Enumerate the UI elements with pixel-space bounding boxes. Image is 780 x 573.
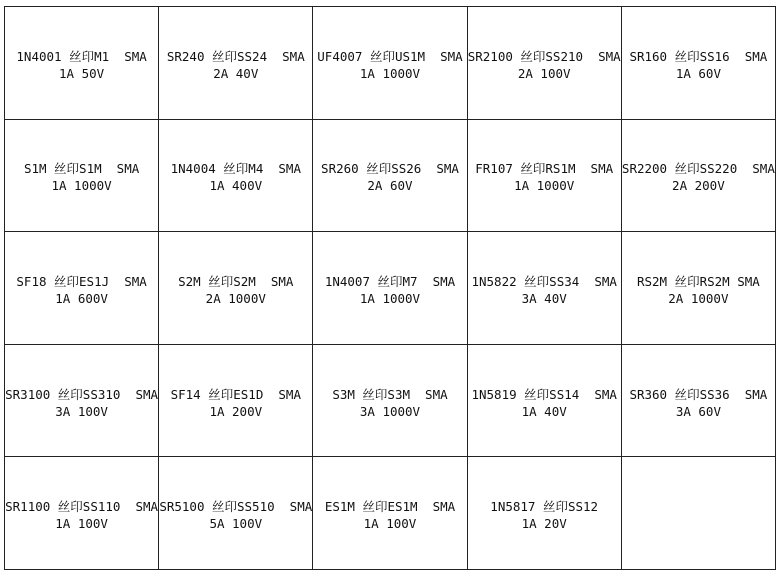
part-spec: 1N4001 丝印M1 SMA <box>16 48 147 64</box>
part-rating: 3A 1000V <box>359 403 421 419</box>
part-spec: SR260 丝印SS26 SMA <box>321 161 459 177</box>
table-cell <box>468 232 622 345</box>
part-rating: 2A 1000V <box>205 290 266 306</box>
part-spec: SR3100 丝印SS310 SMA <box>5 386 159 402</box>
diode-table <box>4 6 776 570</box>
table-cell <box>159 457 313 570</box>
part-rating: 2A 100V <box>517 65 571 81</box>
table-cell <box>313 457 467 570</box>
table-cell <box>313 232 467 345</box>
part-rating: 1A 600V <box>55 290 108 306</box>
part-rating: 1A 20V <box>521 516 567 532</box>
part-rating: 2A 60V <box>367 178 413 194</box>
part-spec: SF14 丝印ES1D SMA <box>170 386 301 402</box>
table-cell <box>159 7 313 120</box>
part-spec: SR1100 丝印SS110 SMA <box>5 499 159 515</box>
table-cell <box>468 7 622 120</box>
table-cell <box>5 457 159 570</box>
table-cell <box>622 232 776 345</box>
part-rating: 2A 200V <box>672 178 725 194</box>
part-spec: FR107 丝印RS1M SMA <box>475 161 614 177</box>
table-cell <box>5 345 159 458</box>
part-spec: 1N5817 丝印SS12 <box>490 499 599 515</box>
table-cell <box>622 120 776 233</box>
part-rating: 2A 40V <box>213 65 259 81</box>
part-spec: SR360 丝印SS36 SMA <box>629 386 768 402</box>
part-spec: SR2200 丝印SS220 SMA <box>621 161 775 177</box>
table-cell <box>622 7 776 120</box>
table-cell <box>468 120 622 233</box>
part-spec: 1N5819 丝印SS14 SMA <box>471 386 617 402</box>
part-rating: 1A 100V <box>55 516 108 532</box>
part-rating: 2A 1000V <box>668 290 729 306</box>
part-rating: 1A 50V <box>59 65 105 81</box>
table-cell <box>313 345 467 458</box>
part-rating: 5A 100V <box>209 516 263 532</box>
part-spec: ES1M 丝印ES1M SMA <box>324 499 456 515</box>
part-rating: 1A 1000V <box>51 178 112 194</box>
part-spec: UF4007 丝印US1M SMA <box>317 48 463 64</box>
part-spec: S3M 丝印S3M SMA <box>332 386 448 402</box>
part-spec: SF18 丝印ES1J SMA <box>16 273 147 289</box>
table-cell <box>313 120 467 233</box>
part-rating: 1A 40V <box>521 403 567 419</box>
table-cell <box>5 120 159 233</box>
part-rating: 1A 1000V <box>359 65 421 81</box>
table-cell <box>159 232 313 345</box>
part-spec: 1N5822 丝印SS34 SMA <box>471 273 617 289</box>
part-rating: 1A 100V <box>363 516 417 532</box>
part-rating: 1A 1000V <box>359 290 421 306</box>
part-rating: 1A 1000V <box>514 178 575 194</box>
part-spec: S1M 丝印S1M SMA <box>23 161 140 177</box>
table-cell <box>313 7 467 120</box>
part-spec: SR2100 丝印SS210 SMA <box>467 48 621 64</box>
table-cell <box>468 457 622 570</box>
part-rating: 3A 40V <box>521 290 567 306</box>
table-cell <box>159 120 313 233</box>
part-spec: SR160 丝印SS16 SMA <box>629 48 768 64</box>
empty-cell <box>622 457 776 570</box>
table-cell <box>5 232 159 345</box>
table-cell <box>159 345 313 458</box>
table-cell <box>468 345 622 458</box>
part-spec: RS2M 丝印RS2M SMA <box>636 273 760 289</box>
table-cell <box>622 345 776 458</box>
table-cell <box>5 7 159 120</box>
part-spec: SR240 丝印SS24 SMA <box>166 48 305 64</box>
part-rating: 3A 100V <box>55 403 108 419</box>
part-spec: 1N4004 丝印M4 SMA <box>170 161 301 177</box>
part-spec: S2M 丝印S2M SMA <box>178 273 294 289</box>
part-spec: SR5100 丝印SS510 SMA <box>159 499 313 515</box>
part-rating: 3A 60V <box>675 403 721 419</box>
part-rating: 1A 200V <box>209 403 263 419</box>
part-rating: 1A 60V <box>675 65 721 81</box>
part-spec: 1N4007 丝印M7 SMA <box>324 273 456 289</box>
part-rating: 1A 400V <box>209 178 263 194</box>
